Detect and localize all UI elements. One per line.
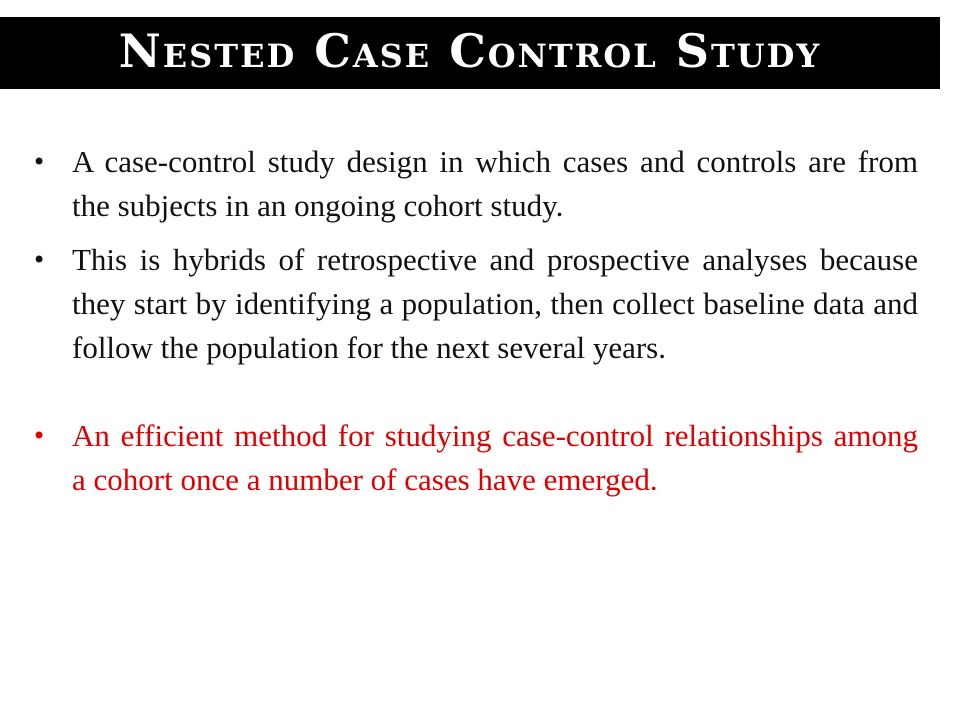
bullet-dot-icon: • — [32, 246, 47, 274]
bullet-list — [30, 140, 918, 502]
title-bar — [0, 17, 940, 89]
bullet-text: A case-control study design in which cases and controls are from the subjects in an ongoing cohort study. — [72, 144, 918, 223]
slide-title: Nested Case Control Study — [118, 24, 822, 78]
bullet-dot-icon: • — [32, 148, 47, 176]
bullet-item-efficient-method — [30, 414, 918, 502]
bullet-item-hybrid — [30, 238, 918, 370]
bullet-text: An efficient method for studying case-control relationships among a cohort once a number of cases have emerged. — [72, 418, 918, 497]
bullet-text: This is hybrids of retrospective and prospective analyses because they start by identifying a population, then collect baseline data and follow the population for the next several years. — [72, 242, 918, 365]
bullet-dot-icon: • — [32, 422, 47, 450]
bullet-item-definition — [30, 140, 918, 228]
